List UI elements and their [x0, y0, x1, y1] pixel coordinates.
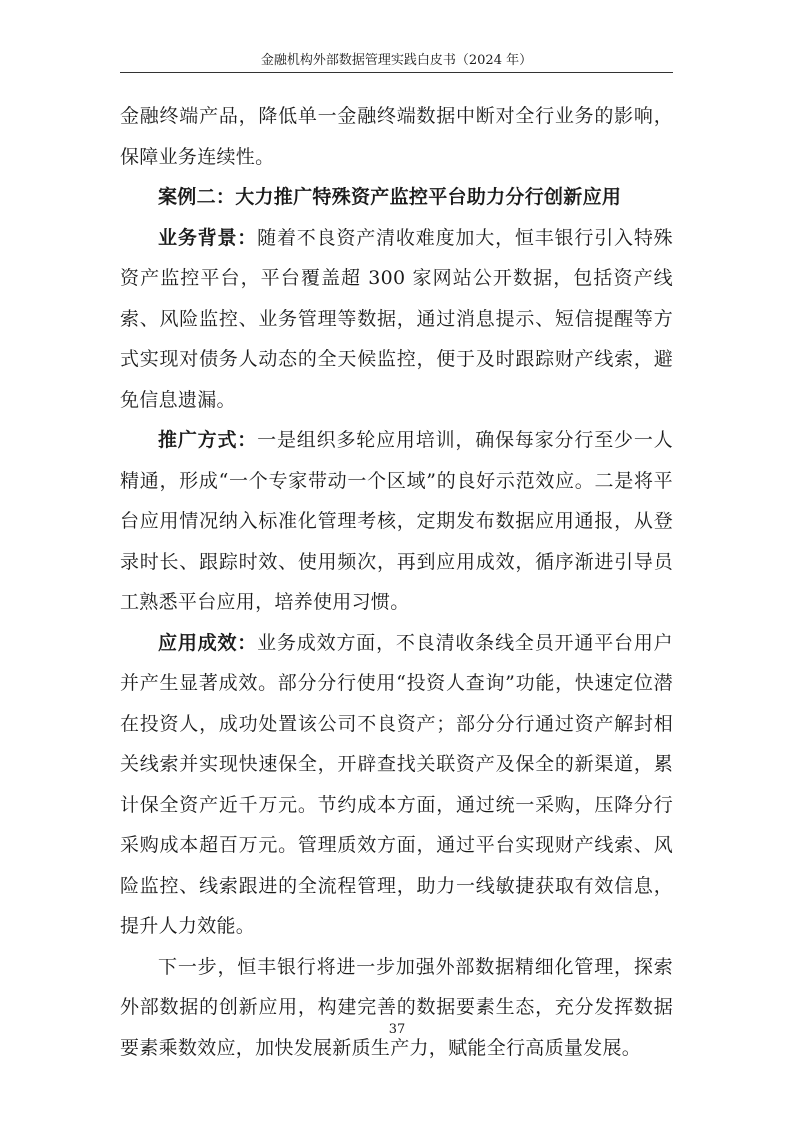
body-content	[120, 96, 673, 1068]
background-text: 随着不良资产清收难度加大，恒丰银行引入特殊资产监控平台，平台覆盖超 300 家网站公开数据，包括资产线索、风险监控、业务管理等数据，通过消息提示、短信提醒等方式实现对债务人动态的全天候监控，便于及时跟踪财产线索，避免信息遗漏。	[120, 226, 673, 411]
case-title: 案例二：大力推广特殊资产监控平台助力分行创新应用	[158, 186, 622, 208]
next-step-paragraph: 下一步，恒丰银行将进一步加强外部数据精细化管理，探索外部数据的创新应用，构建完善的数据要素生态，充分发挥数据要素乘数效应，加快发展新质生产力，赋能全行高质量发展。	[120, 955, 673, 1059]
continuation-paragraph: 金融终端产品，降低单一金融终端数据中断对全行业务的影响，保障业务连续性。	[120, 105, 673, 168]
background-label: 业务背景：	[158, 226, 258, 249]
results-text: 业务成效方面，不良清收条线全员开通平台用户并产生显著成效。部分分行使用“投资人查询”功能，快速定位潜在投资人，成功处置该公司不良资产；部分分行通过资产解封相关线索并实现快速保全，开辟查找关联资产及保全的新渠道，累计保全资产近千万元。节约成本方面，通过统一采购，压降分行采购成本超百万元。管理质效方面，通过平台实现财产线索、风险监控、线索跟进的全流程管理，助力一线敏捷获取有效信息，提升人力效能。	[120, 631, 673, 937]
page-header: 金融机构外部数据管理实践白皮书（2024 年）	[260, 53, 533, 68]
promotion-text: 一是组织多轮应用培训，确保每家分行至少一人精通，形成“一个专家带动一个区域”的良好示范效应。二是将平台应用情况纳入标准化管理考核，定期发布数据应用通报，从登录时长、跟踪时效、使用频次，再到应用成效，循序渐进引导员工熟悉平台应用，培养使用习惯。	[120, 429, 673, 613]
background-paragraph	[120, 218, 673, 421]
promotion-paragraph	[120, 420, 673, 623]
promotion-label: 推广方式：	[158, 429, 258, 451]
results-label: 应用成效：	[158, 631, 258, 654]
results-paragraph	[120, 623, 673, 947]
header-rule	[120, 72, 673, 73]
page-number: 37	[388, 1022, 406, 1037]
